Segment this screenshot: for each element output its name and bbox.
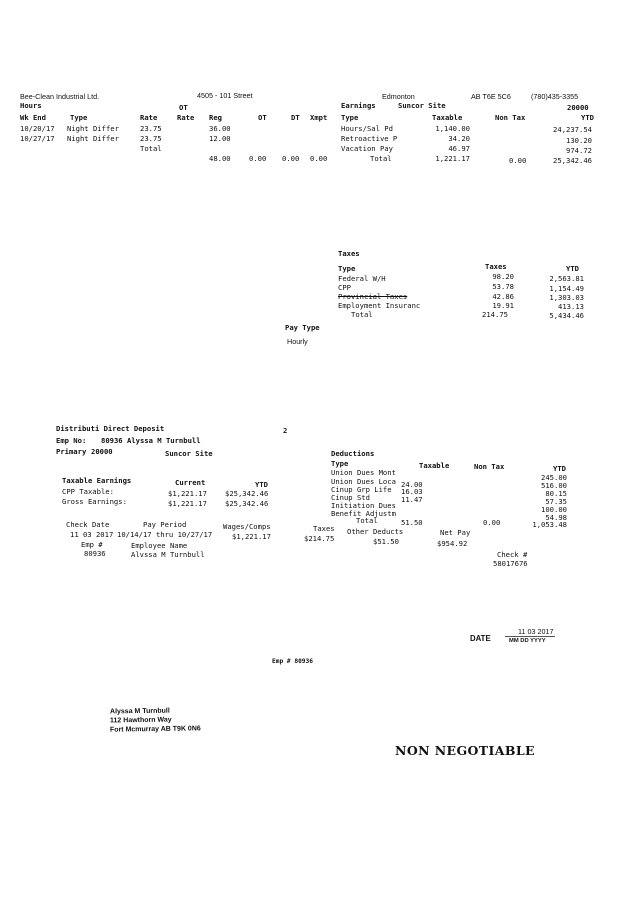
deductions-total-ytd: 1,053.48 bbox=[532, 520, 567, 529]
taxes-total-label: Total bbox=[351, 310, 373, 319]
primary-label: Primary bbox=[56, 447, 87, 456]
date-underline bbox=[505, 636, 555, 637]
col-xmpt: Xmpt bbox=[310, 113, 328, 122]
col-type: Type bbox=[70, 113, 88, 122]
row-type: Vacation Pay bbox=[341, 144, 393, 153]
deductions-title: Deductions bbox=[331, 449, 375, 458]
row-ytd: 2,563.81 bbox=[549, 274, 584, 283]
col-ytd: YTD bbox=[566, 264, 579, 273]
row-ytd: $25,342.46 bbox=[225, 499, 269, 508]
check-date-label: Check Date bbox=[66, 520, 110, 529]
col-non-tax: Non Tax bbox=[474, 462, 505, 471]
hours-total-label: Total bbox=[140, 144, 162, 153]
row-ytd: 57.35 bbox=[545, 497, 567, 506]
non-negotiable-stamp: NON NEGOTIABLE bbox=[395, 743, 535, 758]
emp-number: 80936 bbox=[84, 549, 106, 558]
row-type: Benefit Adjustm bbox=[331, 509, 396, 518]
col-dt: DT bbox=[291, 113, 300, 122]
check-date-value: 11 03 2017 bbox=[70, 530, 114, 539]
taxes-value: $214.75 bbox=[304, 534, 335, 543]
deposit-title: Distributi Direct Deposit bbox=[56, 424, 165, 433]
row-type: Night Differ bbox=[67, 124, 119, 133]
taxes-total-taxes: 214.75 bbox=[482, 310, 508, 319]
row-ytd: $25,342.46 bbox=[225, 489, 269, 498]
pay-period-label: Pay Period bbox=[143, 520, 187, 529]
address-line2: Fort Mcmurray AB T9K 0N6 bbox=[109, 725, 201, 734]
col-taxes: Taxes bbox=[485, 262, 507, 271]
row-taxes: 53.78 bbox=[492, 282, 514, 291]
taxes-title: Taxes bbox=[338, 249, 360, 258]
row-type: Cinup Grp Life bbox=[331, 485, 392, 494]
col-non-tax: Non Tax bbox=[495, 113, 526, 122]
emp-name-label: Employee Name bbox=[131, 541, 188, 550]
deductions-total-label: Total bbox=[356, 516, 378, 525]
ytd-header: YTD bbox=[255, 480, 268, 489]
row-ytd: 974.72 bbox=[566, 146, 592, 155]
row-current: $1,221.17 bbox=[168, 489, 207, 498]
company-city: Edmonton bbox=[382, 92, 415, 101]
row-wk-end: 10/20/17 bbox=[20, 124, 55, 133]
col-type: Type bbox=[341, 113, 359, 122]
company-phone: (780)435-3355 bbox=[531, 92, 579, 101]
row-label: Gross Earnings: bbox=[62, 497, 127, 506]
col-wk-end: Wk End bbox=[20, 113, 46, 122]
primary-code: 20000 bbox=[91, 447, 113, 456]
earnings-code: 20000 bbox=[567, 103, 589, 112]
row-ytd: 516.00 bbox=[541, 481, 567, 490]
row-type: Federal W/H bbox=[338, 274, 386, 283]
check-number: 58017676 bbox=[493, 559, 528, 568]
col-rate: Rate bbox=[140, 113, 158, 122]
ot-header-top: OT bbox=[179, 103, 188, 112]
earnings-total-non-tax: 0.00 bbox=[509, 156, 527, 165]
col-taxable: Taxable bbox=[419, 461, 450, 470]
emp-reference: Emp # 80936 bbox=[272, 658, 313, 665]
deductions-total-non-tax: 0.00 bbox=[483, 518, 501, 527]
other-deducts-label: Other Deducts bbox=[347, 527, 404, 536]
earnings-title: Earnings bbox=[341, 101, 376, 110]
row-type: Initiation Dues bbox=[331, 501, 396, 510]
emp-hash-label: Emp # bbox=[81, 540, 103, 549]
earnings-site: Suncor Site bbox=[398, 101, 446, 110]
pay-type-label: Pay Type bbox=[285, 323, 320, 332]
current-header: Current bbox=[175, 478, 206, 487]
wages-label: Wages/Comps bbox=[223, 522, 271, 531]
emp-name: Alyssa M Turnbull bbox=[127, 436, 201, 445]
company-name: Bee-Clean Industrial Ltd. bbox=[20, 92, 100, 101]
row-rate: 23.75 bbox=[140, 124, 162, 133]
row-taxable: 24.00 bbox=[401, 480, 423, 489]
deductions-total-taxable: 51.50 bbox=[401, 518, 423, 527]
hours-total-dt: 0.00 bbox=[282, 154, 300, 163]
col-ytd: YTD bbox=[581, 113, 594, 122]
pay-period-value: 10/14/17 thru 10/27/17 bbox=[117, 530, 213, 539]
date-format: MM DD YYYY bbox=[509, 638, 546, 644]
row-label: CPP Taxable: bbox=[62, 487, 114, 496]
row-ytd: 1,154.49 bbox=[549, 284, 584, 293]
taxes-total-ytd: 5,434.46 bbox=[549, 311, 584, 320]
col-ytd: YTD bbox=[553, 464, 566, 473]
col-reg: Reg bbox=[209, 113, 222, 122]
hours-total-xmpt: 0.00 bbox=[310, 154, 328, 163]
row-type: CPP bbox=[338, 283, 351, 292]
row-ytd: 413.13 bbox=[558, 302, 584, 311]
check-number-label: Check # bbox=[497, 550, 528, 559]
hours-title: Hours bbox=[20, 101, 42, 110]
other-deducts-value: $51.50 bbox=[373, 537, 399, 546]
row-taxable: 34.20 bbox=[448, 134, 470, 143]
row-taxes: 98.20 bbox=[492, 272, 514, 281]
row-ytd: 130.20 bbox=[566, 136, 592, 145]
row-ytd: 100.00 bbox=[541, 505, 567, 514]
wages-value: $1,221.17 bbox=[232, 532, 271, 541]
row-type: Cinup Std bbox=[331, 493, 370, 502]
row-type: Night Differ bbox=[67, 134, 119, 143]
row-ytd: 54.98 bbox=[545, 513, 567, 522]
company-postal: AB T6E 5C6 bbox=[471, 92, 511, 101]
row-ytd: 80.15 bbox=[545, 489, 567, 498]
row-rate: 23.75 bbox=[140, 134, 162, 143]
col-type: Type bbox=[338, 264, 356, 273]
row-current: $1,221.17 bbox=[168, 499, 207, 508]
row-taxable: 1,140.00 bbox=[435, 124, 470, 133]
emp-no-label: Emp No: bbox=[56, 436, 87, 445]
date-label: DATE bbox=[470, 634, 491, 643]
row-reg: 36.00 bbox=[209, 124, 231, 133]
net-pay-label: Net Pay bbox=[440, 528, 471, 537]
col-taxable: Taxable bbox=[432, 113, 463, 122]
employee-name: Alvssa M Turnbull bbox=[131, 550, 205, 559]
date-value: 11 03 2017 bbox=[518, 627, 554, 636]
deposit-site: Suncor Site bbox=[165, 449, 213, 458]
col-ot-rate: Rate bbox=[177, 113, 195, 122]
taxable-earnings-title: Taxable Earnings bbox=[62, 476, 132, 485]
col-type: Type bbox=[331, 459, 349, 468]
col-ot: OT bbox=[258, 113, 267, 122]
row-type: Hours/Sal Pd bbox=[341, 124, 393, 133]
company-street: 4505 - 101 Street bbox=[197, 91, 253, 100]
row-taxes: 42.86 bbox=[492, 292, 514, 301]
row-type: Union Dues Mont bbox=[331, 468, 396, 477]
row-ytd: 245.00 bbox=[541, 473, 567, 482]
pay-type-value: Hourly bbox=[287, 337, 308, 346]
row-type: Retroactive P bbox=[341, 134, 398, 143]
earnings-total-label: Total bbox=[370, 154, 392, 163]
net-pay-value: $954.92 bbox=[437, 539, 468, 548]
row-type: Provincial Taxes bbox=[338, 292, 408, 301]
row-reg: 12.00 bbox=[209, 134, 231, 143]
row-ytd: 24,237.54 bbox=[553, 125, 592, 134]
row-taxes: 19.91 bbox=[492, 301, 514, 310]
row-type: Employment Insuranc bbox=[338, 301, 421, 310]
row-wk-end: 10/27/17 bbox=[20, 134, 55, 143]
row-taxable: 11.47 bbox=[401, 495, 423, 504]
address-line1: 112 Hawthorn Way bbox=[109, 716, 172, 725]
row-type: Union Dues Loca bbox=[331, 477, 396, 486]
row-ytd: 1,303.03 bbox=[549, 293, 584, 302]
earnings-total-taxable: 1,221.17 bbox=[435, 154, 470, 163]
earnings-total-ytd: 25,342.46 bbox=[553, 156, 592, 165]
page-number: 2 bbox=[283, 426, 288, 435]
taxes-label: Taxes bbox=[313, 524, 335, 533]
emp-no: 80936 bbox=[101, 436, 123, 445]
hours-total-reg: 48.00 bbox=[209, 154, 231, 163]
row-taxable: 16.03 bbox=[401, 487, 423, 496]
hours-total-ot: 0.00 bbox=[249, 154, 267, 163]
row-taxable: 46.97 bbox=[448, 144, 470, 153]
address-name: Alyssa M Turnbull bbox=[109, 707, 170, 716]
